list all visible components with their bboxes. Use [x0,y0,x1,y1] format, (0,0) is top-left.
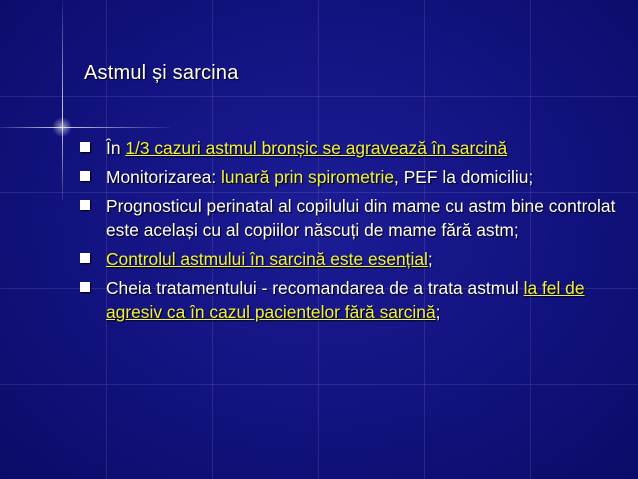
square-bullet-icon [80,282,90,292]
square-bullet-icon [80,253,90,263]
cross-glow [52,117,72,137]
square-bullet-icon [80,142,90,152]
highlight-text: lunară prin spirometrie [221,167,395,187]
cross-decoration-vertical [62,0,63,200]
highlight-text: 1/3 cazuri astmul bronșic se agravează în sarcină [125,138,508,158]
bullet-item [76,136,616,160]
cross-decoration-horizontal [0,127,170,128]
square-bullet-icon [80,171,90,181]
bullet-list [76,136,616,329]
highlight-text: la fel de agresiv ca în cazul pacientelor fără sarcină [106,278,585,322]
bullet-item [76,276,616,324]
text: ; [427,249,433,269]
highlight-text: Controlul astmului în sarcină este esențial [106,249,428,269]
text: Monitorizarea: [106,167,222,187]
bullet-item [76,247,616,271]
text: ; [435,302,441,322]
slide-title: Astmul și sarcina [84,62,239,84]
bullet-item [76,194,616,242]
text: Cheia tratamentului - recomandarea de a trata astmul [106,278,524,298]
grid-line [0,96,638,97]
bullet-item [76,165,616,189]
text: Prognosticul perinatal al copilului din mame cu astm bine controlat este același cu al copiilor născuți de mame fără astm; [106,196,616,240]
square-bullet-icon [80,200,90,210]
text: , PEF la domiciliu; [394,167,534,187]
grid-line [0,384,638,385]
text: În [106,138,126,158]
